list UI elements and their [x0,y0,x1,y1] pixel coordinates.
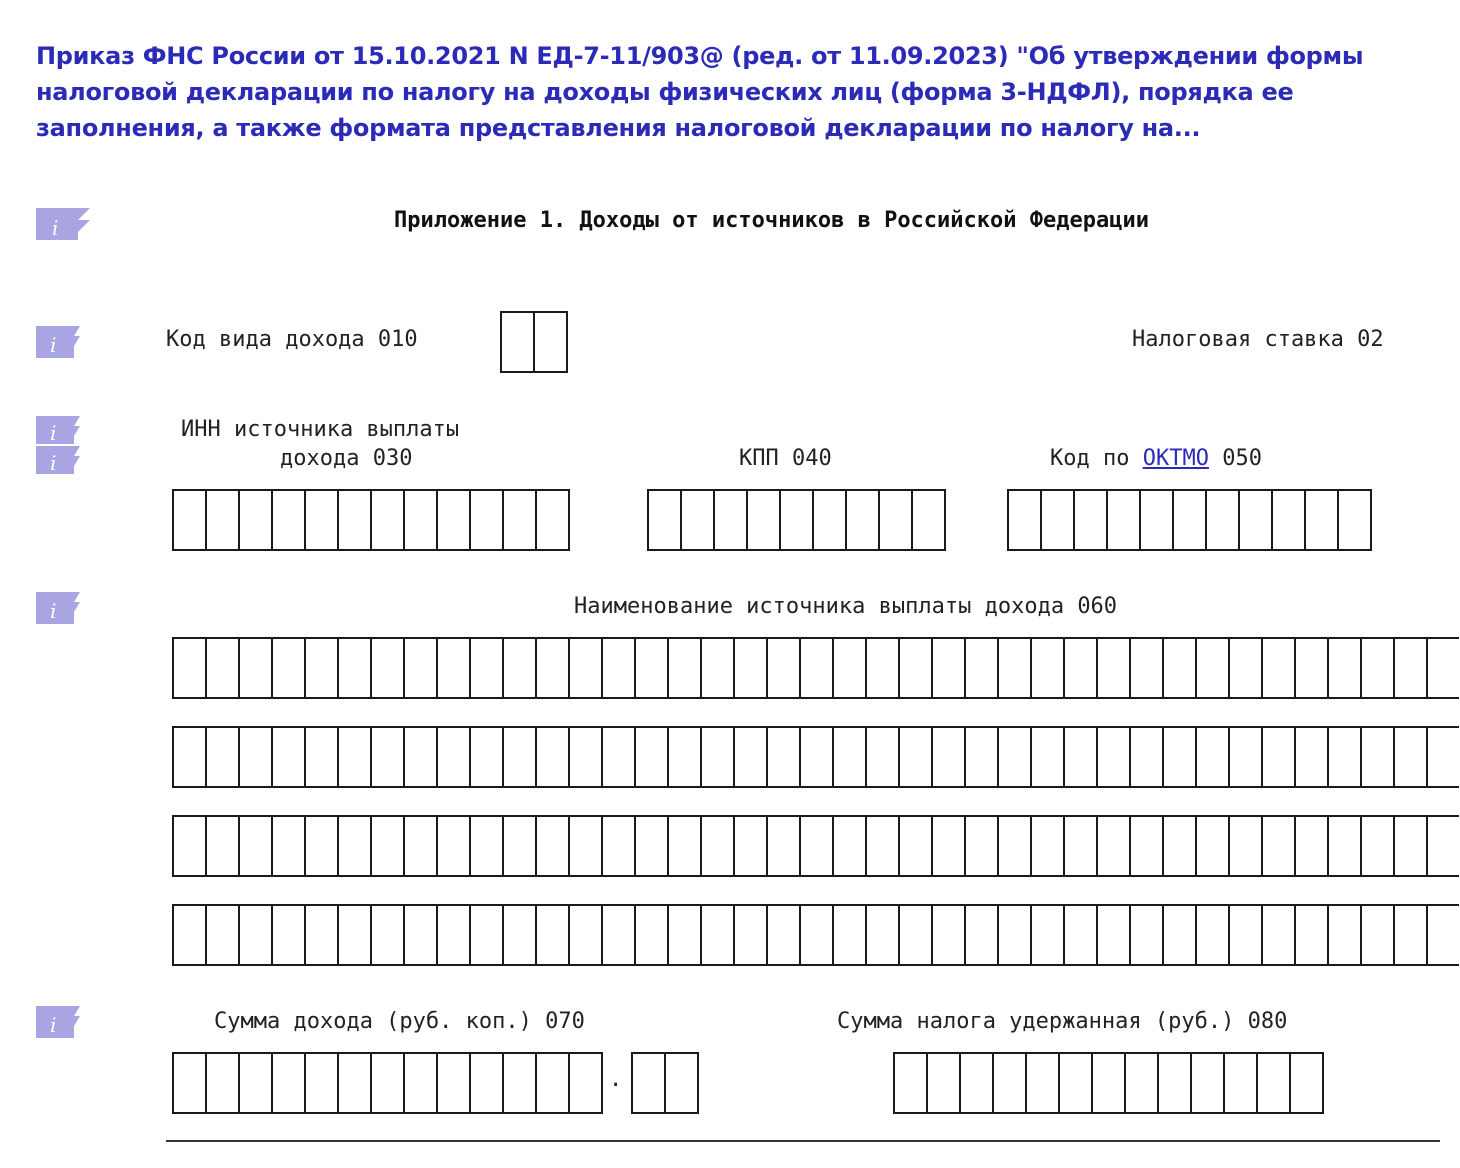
char-cell[interactable] [1426,637,1459,699]
char-cell[interactable] [1393,904,1426,966]
char-cell[interactable] [992,1052,1025,1114]
inn-cells[interactable] [172,489,570,549]
char-cell[interactable] [568,637,601,699]
char-cell[interactable] [533,311,568,373]
char-cell[interactable] [601,637,634,699]
char-cell[interactable] [1030,637,1063,699]
char-cell[interactable] [1091,1052,1124,1114]
char-cell[interactable] [1393,815,1426,877]
char-cell[interactable] [469,904,502,966]
source-name-label: Наименование источника выплаты дохода 060 [574,594,1118,619]
char-cell[interactable] [500,311,533,373]
char-cell[interactable] [766,726,799,788]
char-cell[interactable] [601,726,634,788]
char-cell[interactable] [1106,489,1139,551]
char-cell[interactable] [700,904,733,966]
char-cell[interactable] [1058,1052,1091,1114]
char-cell[interactable] [931,637,964,699]
char-cell[interactable] [779,489,812,551]
char-cell[interactable] [1040,489,1073,551]
char-cell[interactable] [238,1052,271,1114]
char-cell[interactable] [601,904,634,966]
char-cell[interactable] [1228,637,1261,699]
char-cell[interactable] [1261,637,1294,699]
char-cell[interactable] [271,904,304,966]
char-cell[interactable] [1190,1052,1223,1114]
char-cell[interactable] [1294,637,1327,699]
char-cell[interactable] [436,489,469,551]
char-cell[interactable] [403,637,436,699]
char-cell[interactable] [403,726,436,788]
char-cell[interactable] [403,904,436,966]
svg-text:i: i [50,333,57,357]
char-cell[interactable] [1162,904,1195,966]
char-cell[interactable] [205,489,238,551]
char-cell[interactable] [865,904,898,966]
char-cell[interactable] [271,1052,304,1114]
char-cell[interactable] [271,489,304,551]
char-cell[interactable] [1327,726,1360,788]
char-cell[interactable] [205,1052,238,1114]
info-flag-icon[interactable] [36,1006,90,1038]
char-cell[interactable] [799,726,832,788]
char-cell[interactable] [337,1052,370,1114]
source-name-row-3[interactable] [172,815,1459,875]
info-flag-icon[interactable] [36,446,90,478]
char-cell[interactable] [1256,1052,1289,1114]
char-cell[interactable] [911,489,946,551]
char-cell[interactable] [271,815,304,877]
char-cell[interactable] [898,637,931,699]
section-divider [166,1140,1440,1142]
char-cell[interactable] [964,726,997,788]
char-cell[interactable] [238,815,271,877]
inn-label-line2: дохода 030 [280,446,413,471]
svg-text:i: i [50,451,57,475]
char-cell[interactable] [502,1052,535,1114]
char-cell[interactable] [205,637,238,699]
char-cell[interactable] [172,904,205,966]
oktmo-link[interactable]: ОКТМО [1142,446,1209,471]
char-cell[interactable] [1294,904,1327,966]
char-cell[interactable] [337,815,370,877]
char-cell[interactable] [667,637,700,699]
income-sum-rub-cells[interactable] [172,1052,603,1112]
char-cell[interactable] [631,1052,664,1114]
char-cell[interactable] [1030,726,1063,788]
char-cell[interactable] [1337,489,1372,551]
char-cell[interactable] [1129,726,1162,788]
char-cell[interactable] [634,904,667,966]
char-cell[interactable] [1294,726,1327,788]
char-cell[interactable] [304,726,337,788]
char-cell[interactable] [304,1052,337,1114]
char-cell[interactable] [667,815,700,877]
char-cell[interactable] [1063,726,1096,788]
char-cell[interactable] [502,904,535,966]
char-cell[interactable] [172,726,205,788]
char-cell[interactable] [370,1052,403,1114]
info-flag-icon[interactable] [36,592,90,624]
char-cell[interactable] [1294,815,1327,877]
char-cell[interactable] [1030,815,1063,877]
char-cell[interactable] [832,904,865,966]
char-cell[interactable] [403,815,436,877]
char-cell[interactable] [1162,815,1195,877]
char-cell[interactable] [535,904,568,966]
char-cell[interactable] [1271,489,1304,551]
char-cell[interactable] [1157,1052,1190,1114]
char-cell[interactable] [502,726,535,788]
char-cell[interactable] [1139,489,1172,551]
char-cell[interactable] [337,726,370,788]
char-cell[interactable] [436,726,469,788]
decimal-separator: . [609,1067,623,1092]
char-cell[interactable] [634,637,667,699]
char-cell[interactable] [337,489,370,551]
char-cell[interactable] [865,815,898,877]
char-cell[interactable] [568,726,601,788]
char-cell[interactable] [1261,904,1294,966]
char-cell[interactable] [997,904,1030,966]
char-cell[interactable] [337,637,370,699]
char-cell[interactable] [1360,726,1393,788]
char-cell[interactable] [469,489,502,551]
char-cell[interactable] [1228,726,1261,788]
char-cell[interactable] [1261,726,1294,788]
tax-withheld-cells[interactable] [893,1052,1324,1112]
inn-label-line1: ИНН источника выплаты [181,417,460,442]
char-cell[interactable] [931,815,964,877]
char-cell[interactable] [700,637,733,699]
char-cell[interactable] [1228,815,1261,877]
char-cell[interactable] [1238,489,1271,551]
svg-text:i: i [50,421,57,445]
char-cell[interactable] [898,726,931,788]
char-cell[interactable] [1162,637,1195,699]
char-cell[interactable] [878,489,911,551]
oktmo-label [1050,445,1262,473]
char-cell[interactable] [568,815,601,877]
svg-text:i: i [50,1013,57,1037]
char-cell[interactable] [1195,726,1228,788]
char-cell[interactable] [304,904,337,966]
char-cell[interactable] [304,637,337,699]
char-cell[interactable] [1129,637,1162,699]
kpp-cells[interactable] [647,489,946,549]
char-cell[interactable] [304,489,337,551]
char-cell[interactable] [238,904,271,966]
char-cell[interactable] [1073,489,1106,551]
char-cell[interactable] [664,1052,699,1114]
char-cell[interactable] [601,815,634,877]
char-cell[interactable] [997,815,1030,877]
char-cell[interactable] [370,489,403,551]
char-cell[interactable] [535,1052,568,1114]
char-cell[interactable] [667,904,700,966]
income-sum-label: Сумма дохода (руб. коп.) 070 [214,1009,585,1034]
char-cell[interactable] [205,904,238,966]
info-flag-icon[interactable] [36,326,90,358]
char-cell[interactable] [502,489,535,551]
char-cell[interactable] [865,726,898,788]
char-cell[interactable] [271,637,304,699]
char-cell[interactable] [893,1052,926,1114]
char-cell[interactable] [469,1052,502,1114]
char-cell[interactable] [370,726,403,788]
char-cell[interactable] [1327,904,1360,966]
char-cell[interactable] [172,637,205,699]
svg-text:i: i [50,599,57,623]
char-cell[interactable] [370,637,403,699]
char-cell[interactable] [337,904,370,966]
char-cell[interactable] [799,815,832,877]
char-cell[interactable] [1195,815,1228,877]
char-cell[interactable] [667,726,700,788]
char-cell[interactable] [1096,815,1129,877]
oktmo-suffix: 050 [1208,446,1262,471]
char-cell[interactable] [1426,815,1459,877]
char-cell[interactable] [1129,815,1162,877]
char-cell[interactable] [1205,489,1238,551]
char-cell[interactable] [535,726,568,788]
char-cell[interactable] [1096,637,1129,699]
char-cell[interactable] [403,1052,436,1114]
income-code-label: Код вида дохода 010 [166,327,418,352]
char-cell[interactable] [1195,904,1228,966]
char-cell[interactable] [1007,489,1040,551]
tax-rate-label: Налоговая ставка 02 [1132,327,1384,352]
char-cell[interactable] [436,815,469,877]
char-cell[interactable] [845,489,878,551]
char-cell[interactable] [964,637,997,699]
char-cell[interactable] [370,904,403,966]
char-cell[interactable] [680,489,713,551]
char-cell[interactable] [1426,726,1459,788]
char-cell[interactable] [700,726,733,788]
char-cell[interactable] [1223,1052,1256,1114]
char-cell[interactable] [832,726,865,788]
char-cell[interactable] [1129,904,1162,966]
char-cell[interactable] [172,1052,205,1114]
char-cell[interactable] [403,489,436,551]
source-name-row-4[interactable] [172,904,1459,964]
char-cell[interactable] [647,489,680,551]
char-cell[interactable] [997,637,1030,699]
char-cell[interactable] [964,815,997,877]
char-cell[interactable] [713,489,746,551]
char-cell[interactable] [238,637,271,699]
char-cell[interactable] [733,904,766,966]
char-cell[interactable] [1096,726,1129,788]
income-code-cells[interactable] [500,311,568,371]
char-cell[interactable] [238,726,271,788]
char-cell[interactable] [469,815,502,877]
char-cell[interactable] [370,815,403,877]
info-flag-icon[interactable] [36,416,90,448]
form-heading: Приложение 1. Доходы от источников в Российской Федерации [394,208,1149,233]
char-cell[interactable] [304,815,337,877]
char-cell[interactable] [812,489,845,551]
char-cell[interactable] [1327,637,1360,699]
char-cell[interactable] [766,637,799,699]
kpp-label: КПП 040 [739,446,832,471]
char-cell[interactable] [436,1052,469,1114]
char-cell[interactable] [469,726,502,788]
oktmo-cells[interactable] [1007,489,1372,549]
char-cell[interactable] [1327,815,1360,877]
char-cell[interactable] [1360,904,1393,966]
char-cell[interactable] [634,726,667,788]
char-cell[interactable] [469,637,502,699]
char-cell[interactable] [568,1052,603,1114]
char-cell[interactable] [568,904,601,966]
char-cell[interactable] [997,726,1030,788]
char-cell[interactable] [535,815,568,877]
char-cell[interactable] [1426,904,1459,966]
char-cell[interactable] [634,815,667,877]
char-cell[interactable] [1393,726,1426,788]
char-cell[interactable] [1289,1052,1324,1114]
char-cell[interactable] [1030,904,1063,966]
char-cell[interactable] [535,637,568,699]
char-cell[interactable] [799,904,832,966]
char-cell[interactable] [535,489,570,551]
char-cell[interactable] [436,637,469,699]
char-cell[interactable] [733,815,766,877]
char-cell[interactable] [959,1052,992,1114]
char-cell[interactable] [502,815,535,877]
char-cell[interactable] [271,726,304,788]
info-flag-icon[interactable] [36,208,90,240]
char-cell[interactable] [766,815,799,877]
char-cell[interactable] [766,904,799,966]
char-cell[interactable] [1360,637,1393,699]
char-cell[interactable] [733,637,766,699]
char-cell[interactable] [1025,1052,1058,1114]
svg-text:i: i [52,216,59,240]
char-cell[interactable] [1304,489,1337,551]
char-cell[interactable] [502,637,535,699]
char-cell[interactable] [964,904,997,966]
char-cell[interactable] [205,726,238,788]
char-cell[interactable] [799,637,832,699]
char-cell[interactable] [1063,815,1096,877]
char-cell[interactable] [1063,904,1096,966]
char-cell[interactable] [1172,489,1205,551]
document-title[interactable]: Приказ ФНС России от 15.10.2021 N ЕД-7-11/903@ (ред. от 11.09.2023) "Об утверждении формы налоговой декларации по налогу на доходы физических лиц (форма 3-НДФЛ), порядка ее заполнения, а также формата представления налоговой декларации по налогу на... [36,42,1364,142]
char-cell[interactable] [238,489,271,551]
char-cell[interactable] [733,726,766,788]
char-cell[interactable] [1360,815,1393,877]
char-cell[interactable] [1393,637,1426,699]
char-cell[interactable] [1195,637,1228,699]
char-cell[interactable] [926,1052,959,1114]
char-cell[interactable] [1228,904,1261,966]
source-name-row-1[interactable] [172,637,1459,697]
char-cell[interactable] [931,904,964,966]
source-name-row-2[interactable] [172,726,1459,786]
char-cell[interactable] [1063,637,1096,699]
char-cell[interactable] [700,815,733,877]
income-sum-kop-cells[interactable] [631,1052,699,1112]
char-cell[interactable] [172,489,205,551]
char-cell[interactable] [172,815,205,877]
char-cell[interactable] [1124,1052,1157,1114]
char-cell[interactable] [832,815,865,877]
char-cell[interactable] [436,904,469,966]
char-cell[interactable] [865,637,898,699]
char-cell[interactable] [832,637,865,699]
char-cell[interactable] [931,726,964,788]
char-cell[interactable] [1261,815,1294,877]
char-cell[interactable] [746,489,779,551]
char-cell[interactable] [1096,904,1129,966]
char-cell[interactable] [205,815,238,877]
oktmo-prefix: Код по [1050,446,1143,471]
char-cell[interactable] [1162,726,1195,788]
tax-withheld-label: Сумма налога удержанная (руб.) 080 [837,1009,1288,1034]
char-cell[interactable] [898,815,931,877]
char-cell[interactable] [898,904,931,966]
